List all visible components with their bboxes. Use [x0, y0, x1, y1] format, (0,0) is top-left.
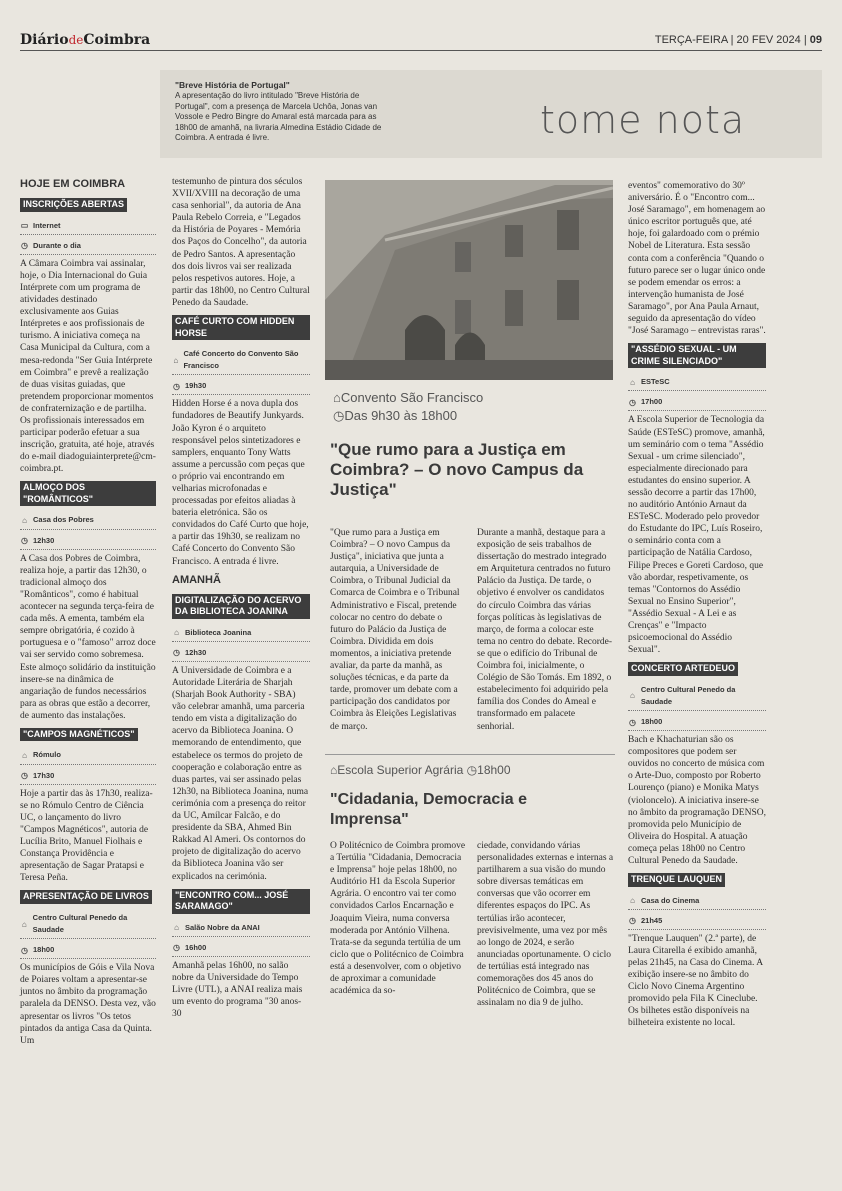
event-text: Hoje a partir das às 17h30, realiza-se no Rómulo Centro de Ciência UC, o lançamento do livro "Campos Magnéticos", autoria de Lucília Brito, Manuel Fiolhais e Constança Providência e apresentação de Sagar Pratapsi e Teresa Peña.: [20, 788, 153, 884]
event-time: ◷ 19h30: [172, 378, 310, 395]
event-label: TRENQUE LAUQUEN: [628, 873, 725, 887]
event-text: A Escola Superior de Tecnologia da Saúde (ESTeSC) promove, amanhã, um seminário com o tema "Assédio Sexual - um crime silenciado", especialmente direcionado para estudantes do ensino superior. A sessão decorre a partir das 17h00, no auditório António Arnaut da ESTeSC. Moderado pelo provedor do Estudante do IPC, Luís Roseiro, o seminário conta com a participação de Natália Cardoso, Filipe Preces e Goreti Cardoso, que vão abordar, respetivamente, os temas "Contornos do Assédio Sexual no Ensino Superior", "Assédio Sexual - A Lei e as Crenças" e "Impacto psicoemocional do Assédio Sexual".: [628, 415, 765, 656]
masthead: DiáriodeCoimbra: [20, 32, 151, 48]
home-icon: ⌂: [333, 390, 341, 405]
feature-text-b: Durante a manhã, destaque para a exposição de seis trabalhos de dissertação do mestrado integrado em Arquitetura centrados no futuro Palácio da Justiça. De tarde, o objetivo é envolver os candidatos do círculo Coimbra das várias forças políticas às legislativas de março, de forma a colocar este tema no centro do debate. Recorde-se que o edifício do Tribunal de Coimbra foi, inicialmente, o Colégio de São Tomás. Em 1892, o estabelecimento foi adquirido pela família dos Condes do Ameal e transformado em palacete senhorial.: [477, 528, 613, 732]
home-icon: ⌂: [22, 516, 27, 526]
event-text: Hidden Horse é a nova dupla dos fundadores de Beautify Junkyards. João Kyron é o arquiteto responsável pelos sintetizadores e samplers, enquanto Tony Watts assume a percussão com peças que o próprio vai encontrando em velharias microfonadas e processadas por efeitos aliadas à bateria eletrónica. São os convidados do Café Curto que hoje, a partir das 19h30, se realizam no Café Concerto do Convento São Francisco. A entrada é livre.: [172, 399, 309, 567]
feature-venue: ⌂Convento São Francisco: [333, 390, 484, 405]
home-icon: ⌂: [22, 751, 27, 761]
clock-icon: ◷: [21, 771, 28, 781]
event-place: ⌂ Biblioteca Joanina: [172, 625, 310, 642]
feature2-text-b: ciedade, convidando várias personalidades externas e internas a partilharem a sua visão do mundo sobre diversas temáticas em conversas que vão ocorrer em diferentes espaços do IPC. As tertúlias irão acontecer, previsivelmente, uma vez por mês ao longo de 2024, e serão anunciadas oportunamente. O ciclo de tertúlias está integrado nas comemorações dos 45 anos do Politécnico de Coimbra, que se assinalam no dia 9 de julho.: [477, 841, 614, 1009]
event-time: ◷ 17h30: [20, 768, 156, 785]
event-label: "CAMPOS MAGNÉTICOS": [20, 728, 138, 742]
feature-headline: "Que rumo para a Justiça em Coimbra? – O novo Campus da Justiça": [330, 440, 584, 499]
page-number: 09: [809, 34, 822, 46]
clock-icon: ◷: [466, 763, 478, 777]
event-place: ⌂ Rómulo: [20, 747, 156, 764]
event-text: A Casa dos Pobres de Coimbra, realiza hoje, a partir das 12h30, o tradicional almoço dos "Românticos", como é habitual acontecer na segunda terça-feira de cada mês. A ementa, também ela sempre obrigatória, é cozido à portuguesa e o "famoso" arroz doce vai ser servido como sobremesa. Este almoço solidário da instituição insere-se na dinâmica de angariação de fundos necessários para as obras que estão a decorrer, de aumento das instalações.: [20, 553, 156, 721]
event-text: "Trenque Lauquen" (2.ª parte), de Laura Citarella é exibido amanhã, pelas 21h45, na Casa do Cinema. A exibição insere-se no âmbito do Ciclo Novo Cinema Argentino promovido pela Fila K Cineclube. Os bilhetes estão disponíveis na bilheteira existente no local.: [628, 933, 763, 1029]
event-time: ◷ 17h00: [628, 394, 766, 411]
event-text: Amanhã pelas 16h00, no salão nobre da Universidade do Tempo Livre (UTL), a ANAI realiza mais um evento do programa "30 anos-30: [172, 960, 303, 1020]
clock-icon: ◷: [21, 536, 28, 546]
section-heading: HOJE EM COIMBRA: [20, 178, 126, 190]
event-place: ⌂ Café Concerto do Convento São Francisco: [172, 346, 310, 375]
event-text: Bach e Khachaturian são os compositores que podem ser ouvidos no concerto de música com o Arte-Duo, composto por Roberto Lourenço (piano) e Monika Matys (violoncelo). A iniciativa insere-se no âmbito da programação DENSO, promovida pelo Município de Oliveira do Hospital. A atuação começa pelas 18h00 no Centro Cultural Penedo da Saudade.: [628, 735, 766, 866]
event-label: INSCRIÇÕES ABERTAS: [20, 198, 127, 212]
header-rule: [20, 50, 822, 51]
event-time: ◷ Durante o dia: [20, 238, 156, 255]
event-place: ⌂ Casa do Cinema: [628, 893, 766, 910]
clock-icon: ◷: [173, 381, 180, 391]
event-label: "ASSÉDIO SEXUAL - UM CRIME SILENCIADO": [628, 343, 766, 368]
event-label: CONCERTO ARTEDEUO: [628, 662, 738, 676]
event-place: ⌂ Centro Cultural Penedo da Saudade: [20, 910, 156, 939]
home-icon: ⌂: [630, 377, 635, 387]
continued-text: eventos" comemorativo do 30º aniversário. É o "Encontro com... José Saramago", em homenagem ao único escritor português que, até hoje, foi galardoado com o prémio Nobel de Literatura. Esta sessão conta com a conferência "Quando o futuro parece ser o lugar único onde se podem emendar os erros: a intervenção humanista de José Saramago", por Ana Paula Arnaut, seguido da apresentação do vídeo "José Saramago – entrevistas raras".: [628, 181, 766, 337]
column-2: [172, 176, 310, 1026]
section-heading: AMANHÃ: [172, 573, 221, 586]
home-icon: ⌂: [174, 628, 179, 638]
event-label: APRESENTAÇÃO DE LIVROS: [20, 890, 152, 904]
home-icon: ⌂: [629, 691, 635, 701]
clock-icon: ◷: [173, 943, 180, 953]
event-place: ⌂ ESTeSC: [628, 374, 766, 391]
clock-icon: ◷: [629, 916, 636, 926]
home-icon: ⌂: [330, 763, 338, 777]
home-icon: ⌂: [173, 355, 179, 365]
page-date: TERÇA-FEIRA | 20 FEV 2024 | 09: [654, 34, 822, 46]
column-1: [20, 176, 156, 1053]
feature-time: ◷Das 9h30 às 18h00: [333, 408, 458, 423]
event-time: ◷ 21h45: [628, 913, 766, 930]
event-text: A Câmara Coimbra vai assinalar, hoje, o Dia Internacional do Guia Intérprete com um programa de atividades destinado exclusivamente aos Guias Intérpretes e aos profissionais de turismo. A iniciativa começa na Casa Municipal da Cultura, com a mesa-redonda "Ser Guia Intérprete em Coimbra" e prevê a realização de duas visitas guiadas, que pretendem proporcionar momentos de confraternização e de partilha. Os profissionais interessados em participar poderão efetuar a sua inscrição, gratuita, até hoje, através do e-mail diadoguiainterprete@cm-coimbra.pt.: [20, 258, 156, 475]
event-label: ALMOÇO DOS "ROMÂNTICOS": [20, 481, 156, 506]
column-4: [628, 180, 766, 1036]
feature-text-a: "Que rumo para a Justiça em Coimbra? – O novo Campus da Justiça", iniciativa que junta a autarquia, a Universidade de Coimbra, o Tribunal Judicial da Comarca de Coimbra e o Tribunal Administrativo e Fiscal, pretende colocar no centro do debate o futuro do Palácio da Justiça de Coimbra. Dividida em dois momentos, a iniciativa pretende avaliar, da parte da manhã, as soluções técnicas, e da parte da tarde, promover um debate com a participação dos candidatos por Coimbra às Eleições Legislativas de março.: [330, 528, 460, 732]
tome-nota-item-text: A apresentação do livro intitulado "Breve História de Portugal", com a presença de Marcela Uchôa, Jonas van Vossole e Pedro Bingre do Amaral está marcada para as 18h00 de amanhã, na livraria Almedina Estádio Cidade de Coimbra. A entrada é livre.: [175, 91, 382, 142]
clock-icon: ◷: [21, 945, 28, 955]
feature2-headline: "Cidadania, Democracia e Imprensa": [330, 791, 527, 828]
tome-nota-title: tome nota: [540, 98, 746, 142]
event-place: ⌂ Centro Cultural Penedo da Saudade: [628, 682, 766, 711]
event-time: ◷ 12h30: [20, 533, 156, 550]
event-time: ◷ 18h00: [628, 714, 766, 731]
tome-nota-item-title: "Breve História de Portugal": [175, 80, 290, 90]
home-icon: ⌂: [630, 896, 635, 906]
event-time: ◷ 18h00: [20, 942, 156, 959]
clock-icon: ◷: [173, 648, 180, 658]
event-text: A Universidade de Coimbra e a Autoridade Literária de Sharjah (Sharjah Book Authority - SBA) vão celebrar amanhã, uma parceria tendo em vista a digitalização do acervo da Biblioteca Joanina. O memorando de entendimento, que estabelece os termos do projeto de cooperação e colaboração entre as duas partes, vai ser assinado pelas 12h30, na Biblioteca Joanina, numa cerimónia com a presença do reitor da UC, Amílcar Falcão, e do presidente da SBA, Ahmed Bin Rakkad Al Ameri. Os contornos do projeto de digitalização do acervo da Biblioteca Joanina vão ser explicados na cerimónia.: [172, 665, 309, 882]
event-place: ▭ Internet: [20, 218, 156, 235]
event-place: ⌂ Salão Nobre da ANAI: [172, 920, 310, 937]
feature2-venue: ⌂Escola Superior Agrária ◷18h00: [330, 763, 511, 777]
event-place: ⌂ Casa dos Pobres: [20, 512, 156, 529]
event-text: Os municípios de Góis e Vila Nova de Poiares voltam a apresentar-se juntos no âmbito da programação paralela da DENSO. Desta vez, vão apresentar os livros "Os tetos pintados da antiga Casa da Quinta. Um: [20, 963, 156, 1046]
clock-icon: ◷: [629, 717, 636, 727]
home-icon: ⌂: [21, 919, 27, 929]
building-illustration: [325, 180, 613, 380]
feature2-text-a: O Politécnico de Coimbra promove a Tertúlia "Cidadania, Democracia e Imprensa" hoje pelas 18h00, no Auditório H1 da Escola Superior Agrária. O encontro vai ter como convidados Carlos Encarnação e Joaquim Vieira, numa conversa moderada por António Vilhena. Trata-se da segunda tertúlia de um ciclo que o Politécnico de Coimbra está a desenvolver, com o objetivo de aproximar a comunidade académica da so-: [330, 841, 466, 997]
event-label: CAFÉ CURTO COM HIDDEN HORSE: [172, 315, 310, 340]
clock-icon: ◷: [629, 397, 636, 407]
event-time: ◷ 12h30: [172, 645, 310, 662]
clock-icon: ◷: [333, 408, 345, 423]
web-icon: ▭: [20, 221, 29, 231]
event-label: "ENCONTRO COM... JOSÉ SARAMAGO": [172, 889, 310, 914]
home-icon: ⌂: [174, 923, 179, 933]
feature-divider: [325, 754, 615, 755]
continued-text: testemunho de pintura dos séculos XVII/XVIII na decoração de uma casa senhorial", da autoria de Ana Paula Rebelo Correia, e "Legados da História de Poyares - Memória dos Paços do Concelho", da autoria de Pedro Santos. A apresentação dos dois livros vai ser realizada pelos respetivos autores. Hoje, a partir das 18h00, no Centro Cultural Penedo da Saudade.: [172, 177, 310, 308]
convent-photo: [325, 180, 613, 380]
event-label: DIGITALIZAÇÃO DO ACERVO DA BIBLIOTECA JOANINA: [172, 594, 310, 619]
event-time: ◷ 16h00: [172, 940, 310, 957]
clock-icon: ◷: [21, 241, 28, 251]
